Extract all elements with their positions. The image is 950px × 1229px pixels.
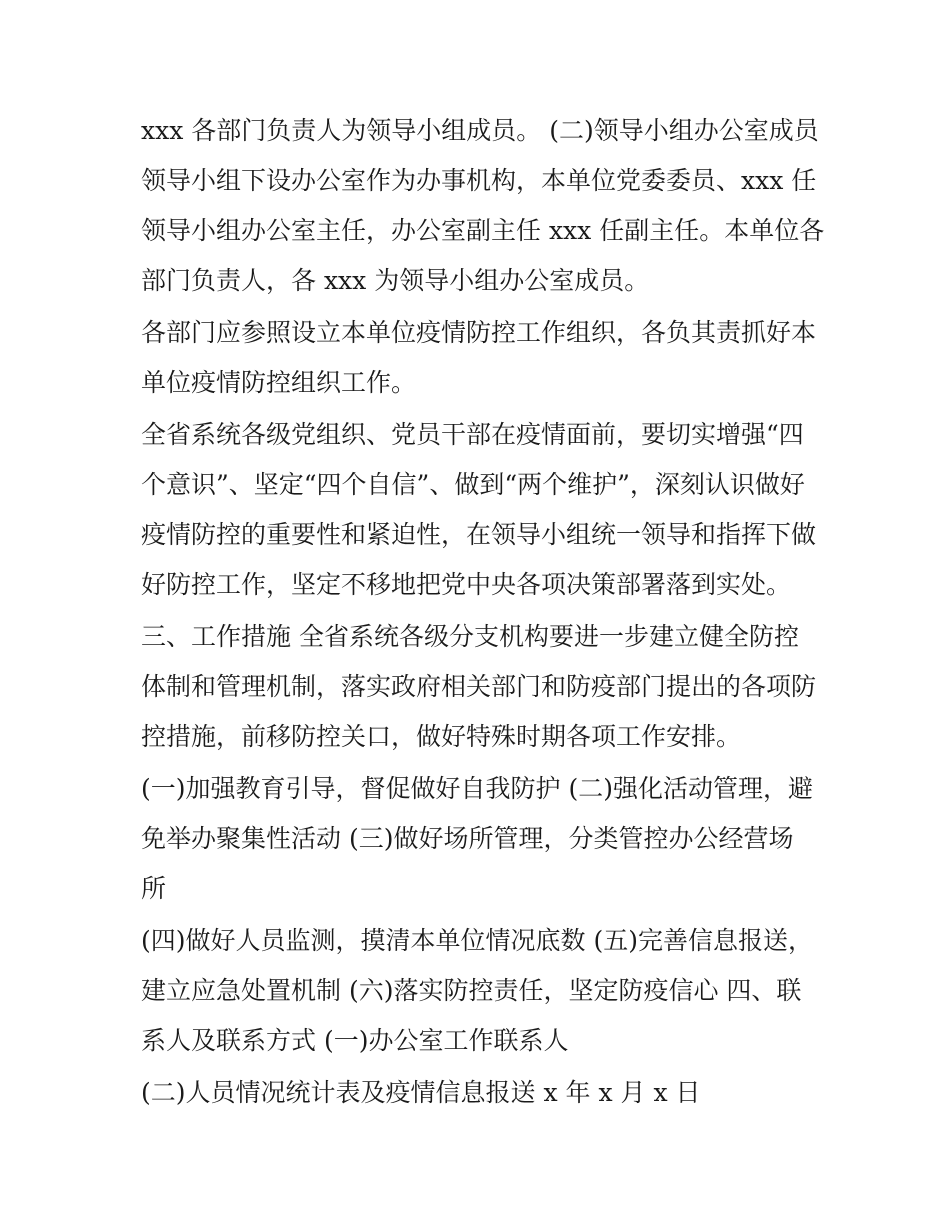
text-line: 免举办聚集性活动 (三)做好场所管理，分类管控办公经营场 — [141, 824, 794, 853]
text-line: 领导小组下设办公室作为办事机构，本单位党委委员、xxx 任 — [141, 166, 817, 195]
text-line: 全省系统各级党组织、党员干部在疫情面前，要切实增强“四 — [141, 420, 804, 449]
text-line: 领导小组办公室主任，办公室副主任 xxx 任副主任。本单位各 — [141, 216, 825, 245]
text-line: 控措施，前移防控关口，做好特殊时期各项工作安排。 — [141, 722, 742, 751]
text-line: 所 — [141, 874, 167, 903]
text-line: 好防控工作，坚定不移地把党中央各项决策部署落到实处。 — [141, 570, 792, 599]
text-line: 单位疫情防控组织工作。 — [141, 368, 417, 397]
text-line: xxx 各部门负责人为领导小组成员。 (二)领导小组办公室成员 — [141, 116, 819, 145]
text-line: (二)人员情况统计表及疫情信息报送 x 年 x 月 x 日 — [141, 1078, 701, 1107]
text-line: 系人及联系方式 (一)办公室工作联系人 — [141, 1026, 569, 1055]
text-line: 建立应急处置机制 (六)落实防控责任，坚定防疫信心 四、联 — [141, 976, 802, 1005]
text-line: 个意识”、坚定“四个自信”、做到“两个维护”，深刻认识做好 — [141, 470, 805, 499]
text-line: 体制和管理机制，落实政府相关部门和防疫部门提出的各项防 — [141, 672, 817, 701]
text-line: (四)做好人员监测，摸清本单位情况底数 (五)完善信息报送， — [141, 926, 813, 955]
text-line: 疫情防控的重要性和紧迫性，在领导小组统一领导和指挥下做 — [141, 520, 817, 549]
text-line: 部门负责人，各 xxx 为领导小组办公室成员。 — [141, 266, 650, 295]
text-line: 三、工作措施 全省系统各级分支机构要进一步建立健全防控 — [141, 622, 799, 651]
text-line: 各部门应参照设立本单位疫情防控工作组织，各负其责抓好本 — [141, 318, 817, 347]
text-line: (一)加强教育引导，督促做好自我防护 (二)强化活动管理，避 — [141, 774, 813, 803]
